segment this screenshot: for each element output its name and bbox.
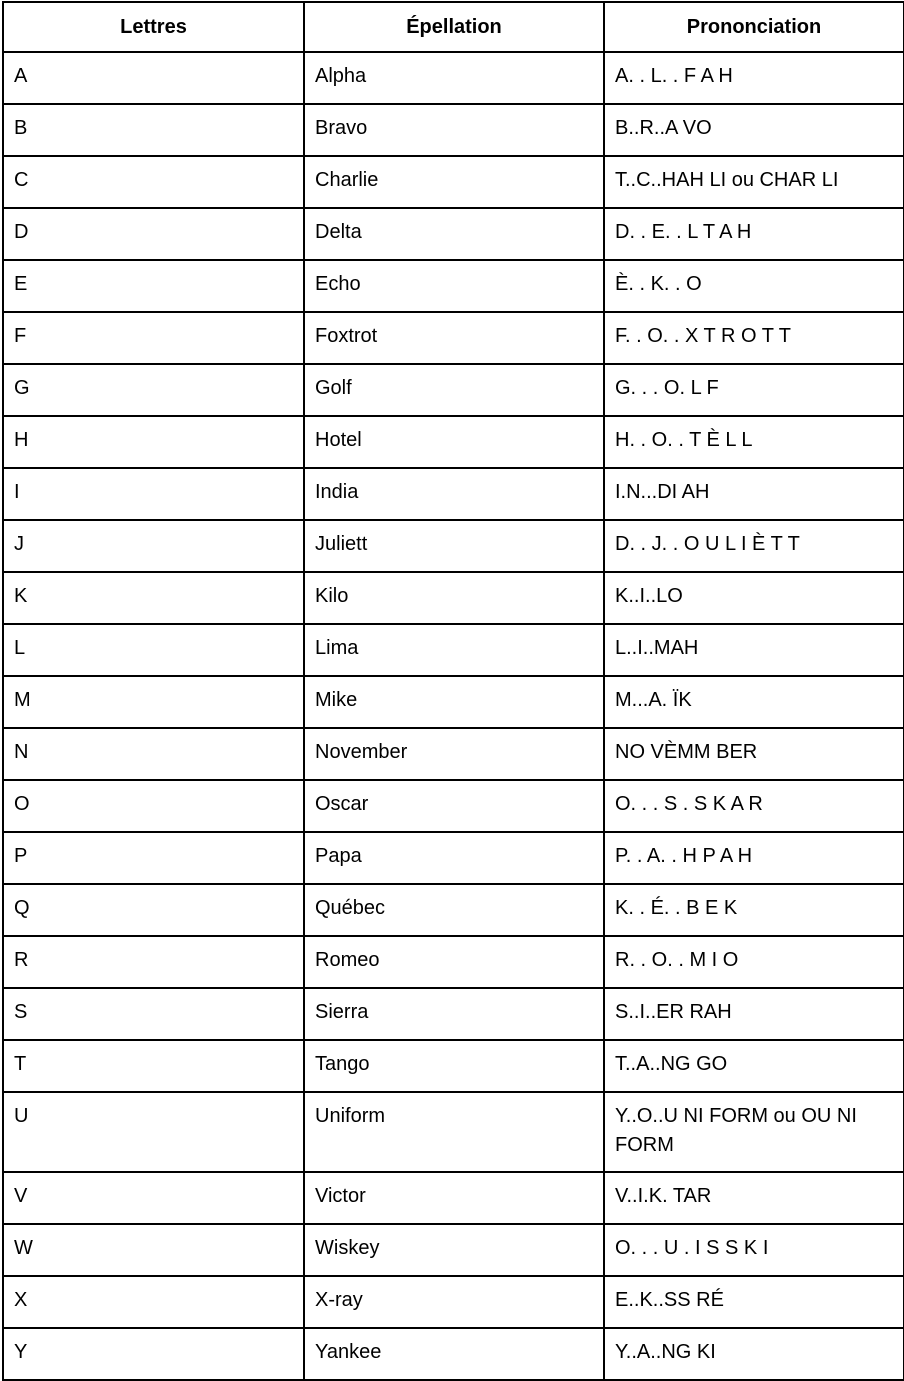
letter-cell: H — [3, 416, 304, 468]
pronunciation-cell: D. . E. . L T A H — [604, 208, 904, 260]
pronunciation-cell: R. . O. . M I O — [604, 936, 904, 988]
spelling-cell: Tango — [304, 1040, 604, 1092]
spelling-cell: Kilo — [304, 572, 604, 624]
spelling-cell: Bravo — [304, 104, 604, 156]
phonetic-alphabet-table — [2, 1, 904, 1381]
pronunciation-cell: O. . . U . I S S K I — [604, 1224, 904, 1276]
pronunciation-cell: P. . A. . H P A H — [604, 832, 904, 884]
letter-cell: M — [3, 676, 304, 728]
pronunciation-cell: T..C..HAH LI ou CHAR LI — [604, 156, 904, 208]
table-row — [3, 676, 904, 728]
table-body — [3, 52, 904, 1380]
spelling-cell: Lima — [304, 624, 604, 676]
pronunciation-cell: S..I..ER RAH — [604, 988, 904, 1040]
spelling-cell: Yankee — [304, 1328, 604, 1380]
spelling-cell: X-ray — [304, 1276, 604, 1328]
header-prononciation: Prononciation — [604, 2, 904, 52]
pronunciation-cell: V..I.K. TAR — [604, 1172, 904, 1224]
letter-cell: C — [3, 156, 304, 208]
letter-cell: A — [3, 52, 304, 104]
table-row — [3, 988, 904, 1040]
header-epellation: Épellation — [304, 2, 604, 52]
pronunciation-cell: Y..A..NG KI — [604, 1328, 904, 1380]
pronunciation-cell: Y..O..U NI FORM ou OU NI FORM — [604, 1092, 904, 1172]
letter-cell: K — [3, 572, 304, 624]
table-row — [3, 884, 904, 936]
table-row — [3, 416, 904, 468]
spelling-cell: Charlie — [304, 156, 604, 208]
letter-cell: O — [3, 780, 304, 832]
letter-cell: P — [3, 832, 304, 884]
table-row — [3, 1040, 904, 1092]
letter-cell: J — [3, 520, 304, 572]
letter-cell: T — [3, 1040, 304, 1092]
letter-cell: Y — [3, 1328, 304, 1380]
letter-cell: Q — [3, 884, 304, 936]
spelling-cell: Juliett — [304, 520, 604, 572]
spelling-cell: Wiskey — [304, 1224, 604, 1276]
table-row — [3, 1224, 904, 1276]
spelling-cell: Mike — [304, 676, 604, 728]
table-row — [3, 728, 904, 780]
pronunciation-cell: D. . J. . O U L I È T T — [604, 520, 904, 572]
pronunciation-cell: A. . L. . F A H — [604, 52, 904, 104]
pronunciation-cell: F. . O. . X T R O T T — [604, 312, 904, 364]
pronunciation-cell: K..I..LO — [604, 572, 904, 624]
spelling-cell: Sierra — [304, 988, 604, 1040]
letter-cell: I — [3, 468, 304, 520]
pronunciation-cell: E..K..SS RÉ — [604, 1276, 904, 1328]
letter-cell: U — [3, 1092, 304, 1172]
letter-cell: N — [3, 728, 304, 780]
table-row — [3, 624, 904, 676]
table-row — [3, 780, 904, 832]
pronunciation-cell: O. . . S . S K A R — [604, 780, 904, 832]
letter-cell: S — [3, 988, 304, 1040]
table-row — [3, 364, 904, 416]
letter-cell: B — [3, 104, 304, 156]
pronunciation-cell: M...A. ÏK — [604, 676, 904, 728]
letter-cell: X — [3, 1276, 304, 1328]
table-row — [3, 104, 904, 156]
header-row — [3, 2, 904, 52]
letter-cell: L — [3, 624, 304, 676]
pronunciation-cell: G. . . O. L F — [604, 364, 904, 416]
table-row — [3, 936, 904, 988]
header-lettres: Lettres — [3, 2, 304, 52]
table-row — [3, 520, 904, 572]
spelling-cell: Golf — [304, 364, 604, 416]
table-row — [3, 312, 904, 364]
table-row — [3, 832, 904, 884]
letter-cell: V — [3, 1172, 304, 1224]
table-row — [3, 468, 904, 520]
spelling-cell: Papa — [304, 832, 604, 884]
table-row — [3, 1172, 904, 1224]
spelling-cell: November — [304, 728, 604, 780]
letter-cell: D — [3, 208, 304, 260]
spelling-cell: Uniform — [304, 1092, 604, 1172]
spelling-cell: Oscar — [304, 780, 604, 832]
table-row — [3, 52, 904, 104]
pronunciation-cell: B..R..A VO — [604, 104, 904, 156]
spelling-cell: Echo — [304, 260, 604, 312]
spelling-cell: Delta — [304, 208, 604, 260]
letter-cell: F — [3, 312, 304, 364]
pronunciation-cell: I.N...DI AH — [604, 468, 904, 520]
spelling-cell: Québec — [304, 884, 604, 936]
table-row — [3, 208, 904, 260]
letter-cell: E — [3, 260, 304, 312]
spelling-cell: Alpha — [304, 52, 604, 104]
table-row — [3, 260, 904, 312]
spelling-cell: Victor — [304, 1172, 604, 1224]
table-row — [3, 572, 904, 624]
letter-cell: W — [3, 1224, 304, 1276]
spelling-cell: Foxtrot — [304, 312, 604, 364]
pronunciation-cell: K. . É. . B E K — [604, 884, 904, 936]
table-row — [3, 1092, 904, 1172]
pronunciation-cell: T..A..NG GO — [604, 1040, 904, 1092]
spelling-cell: India — [304, 468, 604, 520]
pronunciation-cell: È. . K. . O — [604, 260, 904, 312]
spelling-cell: Romeo — [304, 936, 604, 988]
spelling-cell: Hotel — [304, 416, 604, 468]
table-row — [3, 156, 904, 208]
letter-cell: R — [3, 936, 304, 988]
pronunciation-cell: L..I..MAH — [604, 624, 904, 676]
letter-cell: G — [3, 364, 304, 416]
table-row — [3, 1328, 904, 1380]
pronunciation-cell: H. . O. . T È L L — [604, 416, 904, 468]
table-row — [3, 1276, 904, 1328]
pronunciation-cell: NO VÈMM BER — [604, 728, 904, 780]
